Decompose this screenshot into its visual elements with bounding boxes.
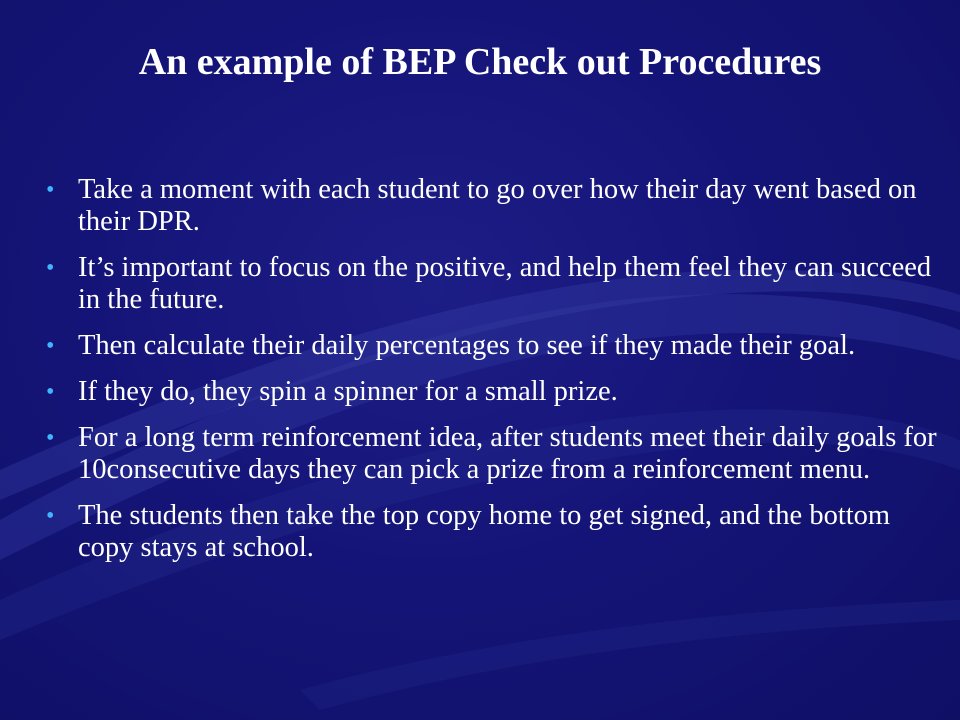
bullet-text: If they do, they spin a spinner for a small prize. [78, 376, 618, 407]
bullet-dot-icon: • [46, 425, 55, 451]
bullet-dot-icon: • [46, 379, 55, 405]
bullet-text: For a long term reinforcement idea, after students meet their daily goals for 10consecutive days they can pick a prize from a reinforcement menu. [78, 422, 937, 485]
bullet-item [46, 252, 951, 316]
bullet-item [46, 174, 951, 238]
bullet-text: It’s important to focus on the positive, and help them feel they can succeed in the future. [78, 252, 932, 315]
bullet-list [46, 174, 951, 578]
bullet-dot-icon: • [46, 177, 55, 203]
bullet-dot-icon: • [46, 503, 55, 529]
bullet-item [46, 376, 951, 408]
bullet-item [46, 500, 951, 564]
bullet-dot-icon: • [46, 333, 55, 359]
bullet-text: Then calculate their daily percentages to see if they made their goal. [78, 330, 856, 361]
bullet-text: The students then take the top copy home to get signed, and the bottom copy stays at school. [78, 500, 891, 563]
bullet-item [46, 422, 951, 486]
slide-title: An example of BEP Check out Procedures [138, 41, 822, 83]
bullet-dot-icon: • [46, 255, 55, 281]
bullet-item [46, 330, 951, 362]
bullet-text: Take a moment with each student to go over how their day went based on their DPR. [78, 174, 917, 237]
